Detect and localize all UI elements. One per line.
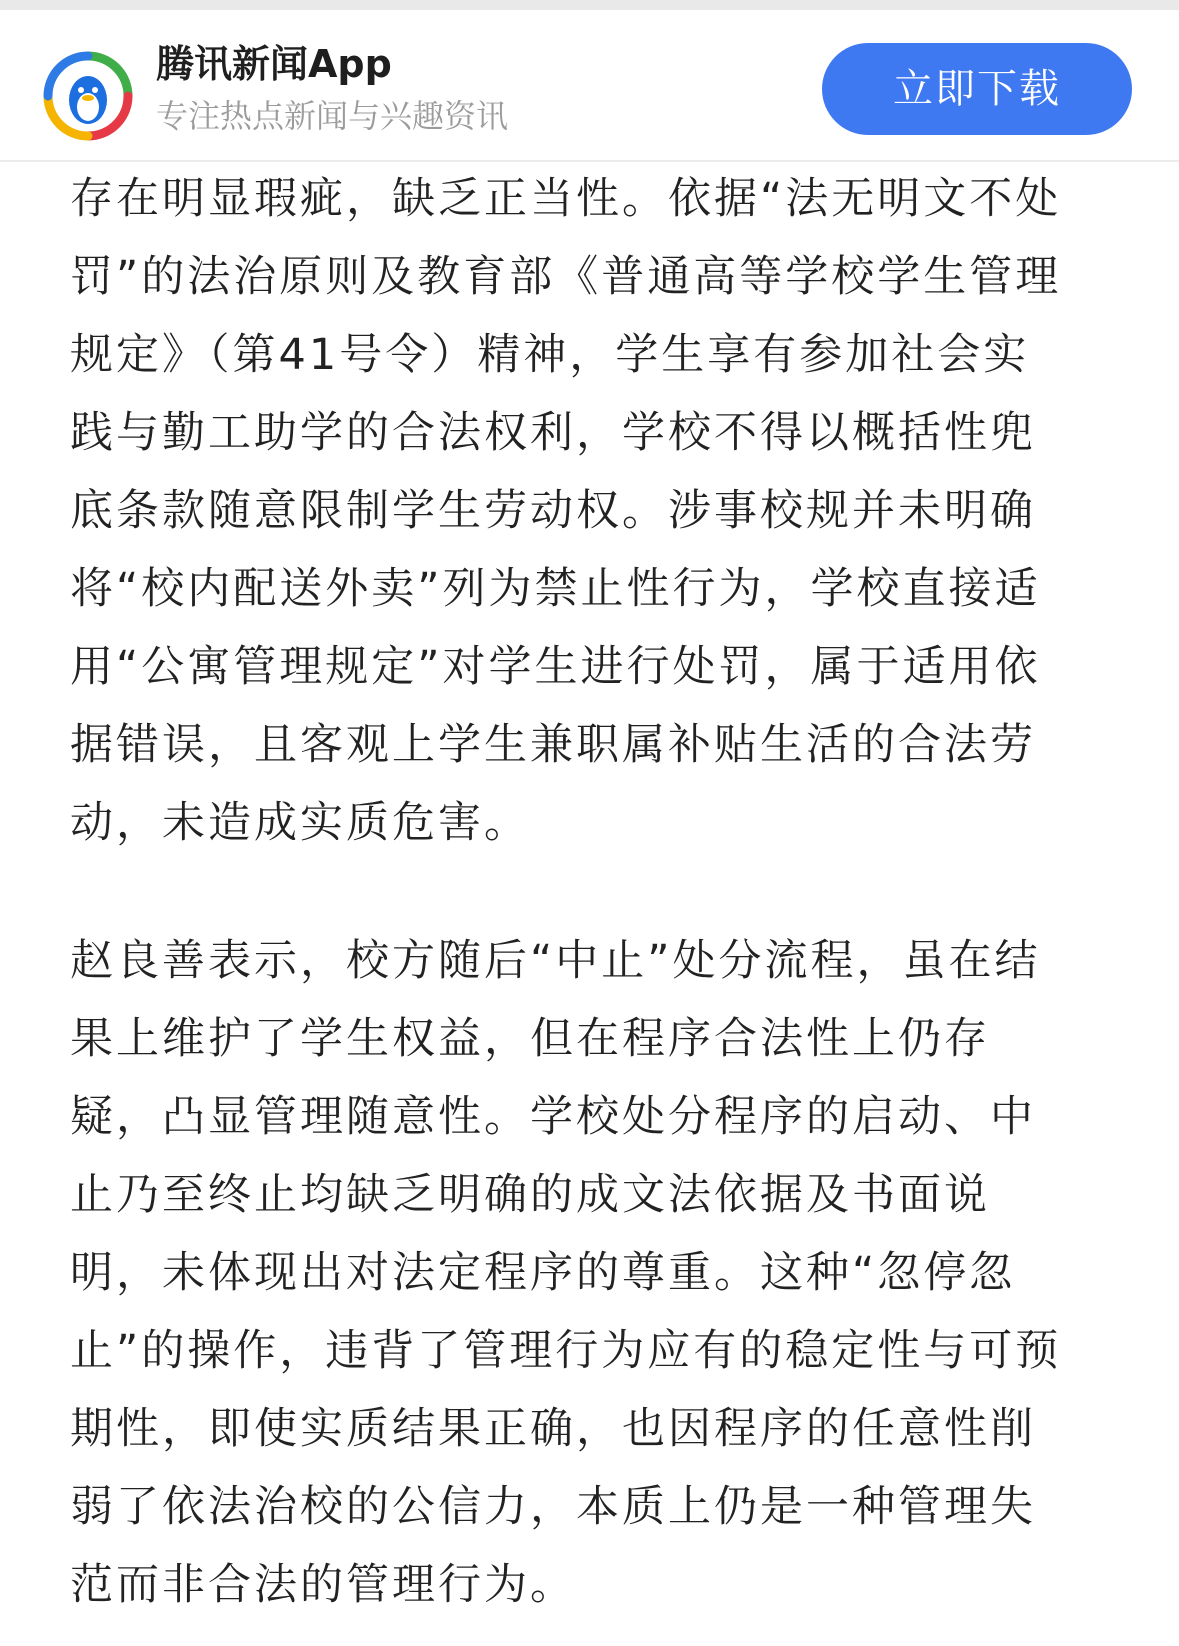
paragraph-line: 范而非合法的管理行为。 <box>70 1560 576 1610</box>
paragraph-line: 期性，即使实质结果正确，也因程序的任意性削 <box>70 1404 1036 1454</box>
paragraph-line: 底条款随意限制学生劳动权。涉事校规并未明确 <box>70 486 1036 536</box>
article-paragraph <box>70 160 1110 862</box>
paragraph-line: 践与勤工助学的合法权利，学校不得以概括性兜 <box>70 408 1036 458</box>
article-paragraph <box>70 922 1110 1624</box>
paragraph-line: 规定》（第41号令）精神，学生享有参加社会实 <box>70 330 1030 380</box>
app-slogan: 专注热点新闻与兴趣资讯 <box>156 97 509 135</box>
paragraph-gap <box>70 862 1110 922</box>
paragraph-line: 弱了依法治校的公信力，本质上仍是一种管理失 <box>70 1482 1036 1532</box>
paragraph-line: 止”的操作，违背了管理行为应有的稳定性与可预 <box>70 1326 1062 1376</box>
paragraph-line: 动，未造成实质危害。 <box>70 798 530 848</box>
tencent-news-logo-icon[interactable] <box>42 50 134 142</box>
app-name: 腾讯新闻App <box>156 42 392 86</box>
top-edge-strip <box>0 0 1179 10</box>
paragraph-line: 罚”的法治原则及教育部《普通高等学校学生管理 <box>70 252 1062 302</box>
paragraph-line: 明，未体现出对法定程序的尊重。这种“忽停忽 <box>70 1248 1016 1298</box>
paragraph-line: 用“公寓管理规定”对学生进行处罚，属于适用依 <box>70 642 1041 692</box>
app-download-banner <box>0 10 1179 162</box>
paragraph-line: 疑，凸显管理随意性。学校处分程序的启动、中 <box>70 1092 1036 1142</box>
article-body <box>70 160 1110 1624</box>
paragraph-line: 据错误，且客观上学生兼职属补贴生活的合法劳 <box>70 720 1036 770</box>
paragraph-line: 果上维护了学生权益，但在程序合法性上仍存 <box>70 1014 990 1064</box>
paragraph-line: 止乃至终止均缺乏明确的成文法依据及书面说 <box>70 1170 990 1220</box>
paragraph-line: 赵良善表示，校方随后“中止”处分流程，虽在结 <box>70 936 1041 986</box>
download-now-button[interactable]: 立即下载 <box>822 43 1132 135</box>
paragraph-line: 存在明显瑕疵，缺乏正当性。依据“法无明文不处 <box>70 174 1062 224</box>
paragraph-line: 将“校内配送外卖”列为禁止性行为，学校直接适 <box>70 564 1041 614</box>
